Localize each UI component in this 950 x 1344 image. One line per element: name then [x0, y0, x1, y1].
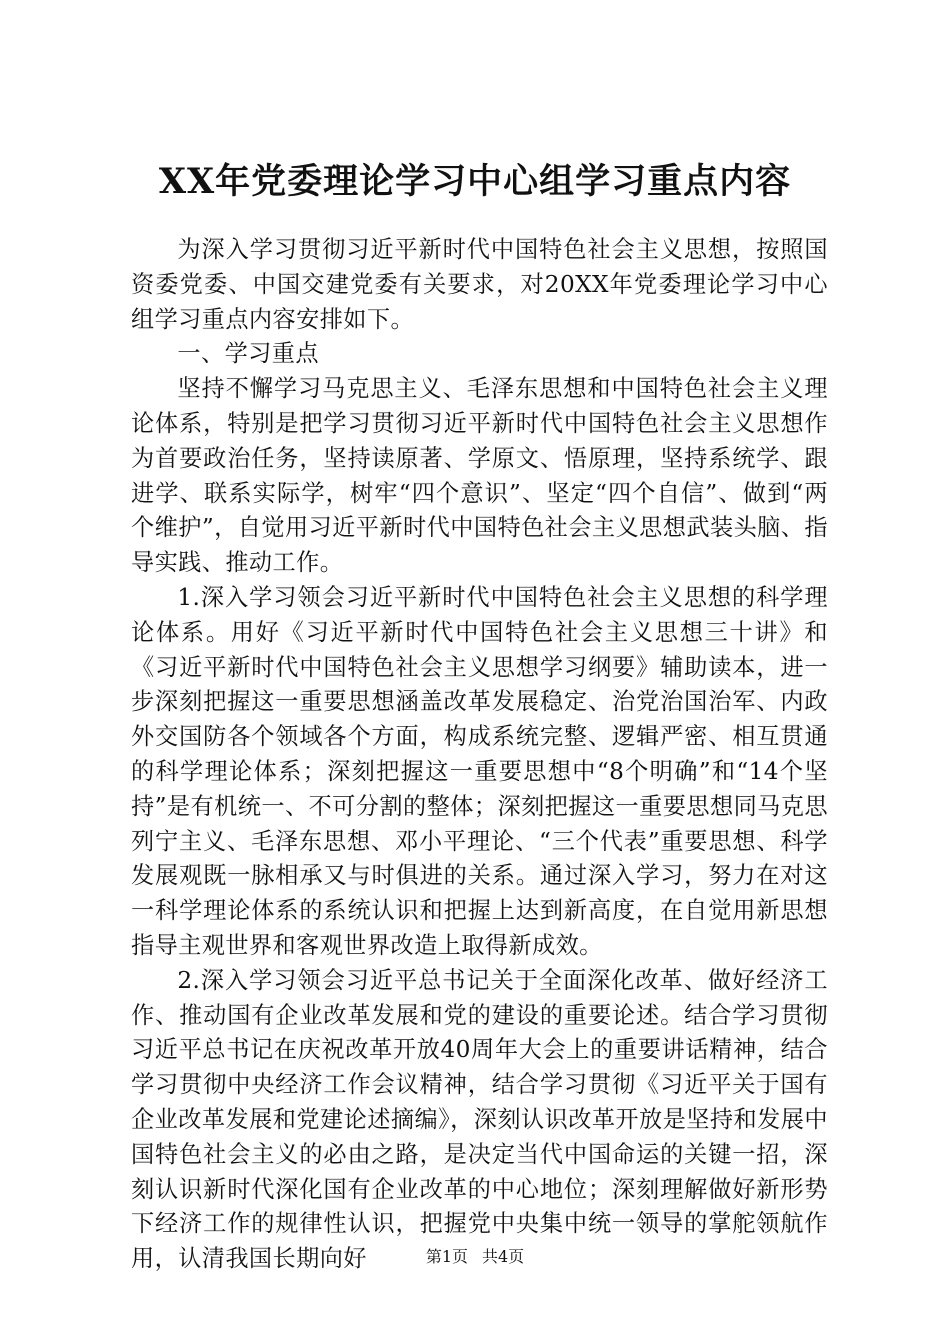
- page-footer: [0, 1246, 950, 1268]
- section-heading-study-focus: 一、学习重点: [177, 340, 319, 368]
- paragraph-item-2: 2.深入学习领会习近平总书记关于全面深化改革、做好经济工作、推动国有企业改革发展和党的建设的重要论述。结合学习贯彻习近平总书记在庆祝改革开放40周年大会上的重要讲话精神，结合学习贯彻中央经济工作会议精神，结合学习贯彻《习近平关于国有企业改革发展和党建论述摘编》，深刻认识改革开放是坚持和发展中国特色社会主义的必由之路，是决定当代中国命运的关键一招，深刻认识新时代深化国有企业改革的中心地位；深刻理解做好新形势下经济工作的规律性认识，把握党中央集中统一领导的掌舵领航作用，认清我国长期向好: [131, 966, 828, 1273]
- paragraph-intro: 为深入学习贯彻习近平新时代中国特色社会主义思想，按照国资委党委、中国交建党委有关要求，对20XX年党委理论学习中心组学习重点内容安排如下。: [131, 236, 828, 333]
- page-total: 共4页: [482, 1247, 525, 1266]
- paragraph-item-1: 1.深入学习领会习近平新时代中国特色社会主义思想的科学理论体系。用好《习近平新时代中国特色社会主义思想三十讲》和《习近平新时代中国特色社会主义思想学习纲要》辅助读本，进一步深刻把握这一重要思想涵盖改革发展稳定、治党治国治军、内政外交国防各个领域各个方面，构成系统完整、逻辑严密、相互贯通的科学理论体系；深刻把握这一重要思想中“8个明确”和“14个坚持”是有机统一、不可分割的整体；深刻把握这一重要思想同马克思列宁主义、毛泽东思想、邓小平理论、“三个代表”重要思想、科学发展观既一脉相承又与时俱进的关系。通过深入学习，努力在对这一科学理论体系的系统认识和把握上达到新高度，在自觉用新思想指导主观世界和客观世界改造上取得新成效。: [131, 583, 828, 959]
- document-title: XX年党委理论学习中心组学习重点内容: [158, 161, 792, 202]
- paragraph-study-focus: 坚持不懈学习马克思主义、毛泽东思想和中国特色社会主义理论体系，特别是把学习贯彻习近平新时代中国特色社会主义思想作为首要政治任务，坚持读原著、学原文、悟原理，坚持系统学、跟进学、联系实际学，树牢“四个意识”、坚定“四个自信”、做到“两个维护”，自觉用习近平新时代中国特色社会主义思想武装头脑、指导实践、推动工作。: [131, 375, 828, 577]
- page-number: 第1页: [425, 1247, 468, 1266]
- document-body: [131, 233, 828, 1277]
